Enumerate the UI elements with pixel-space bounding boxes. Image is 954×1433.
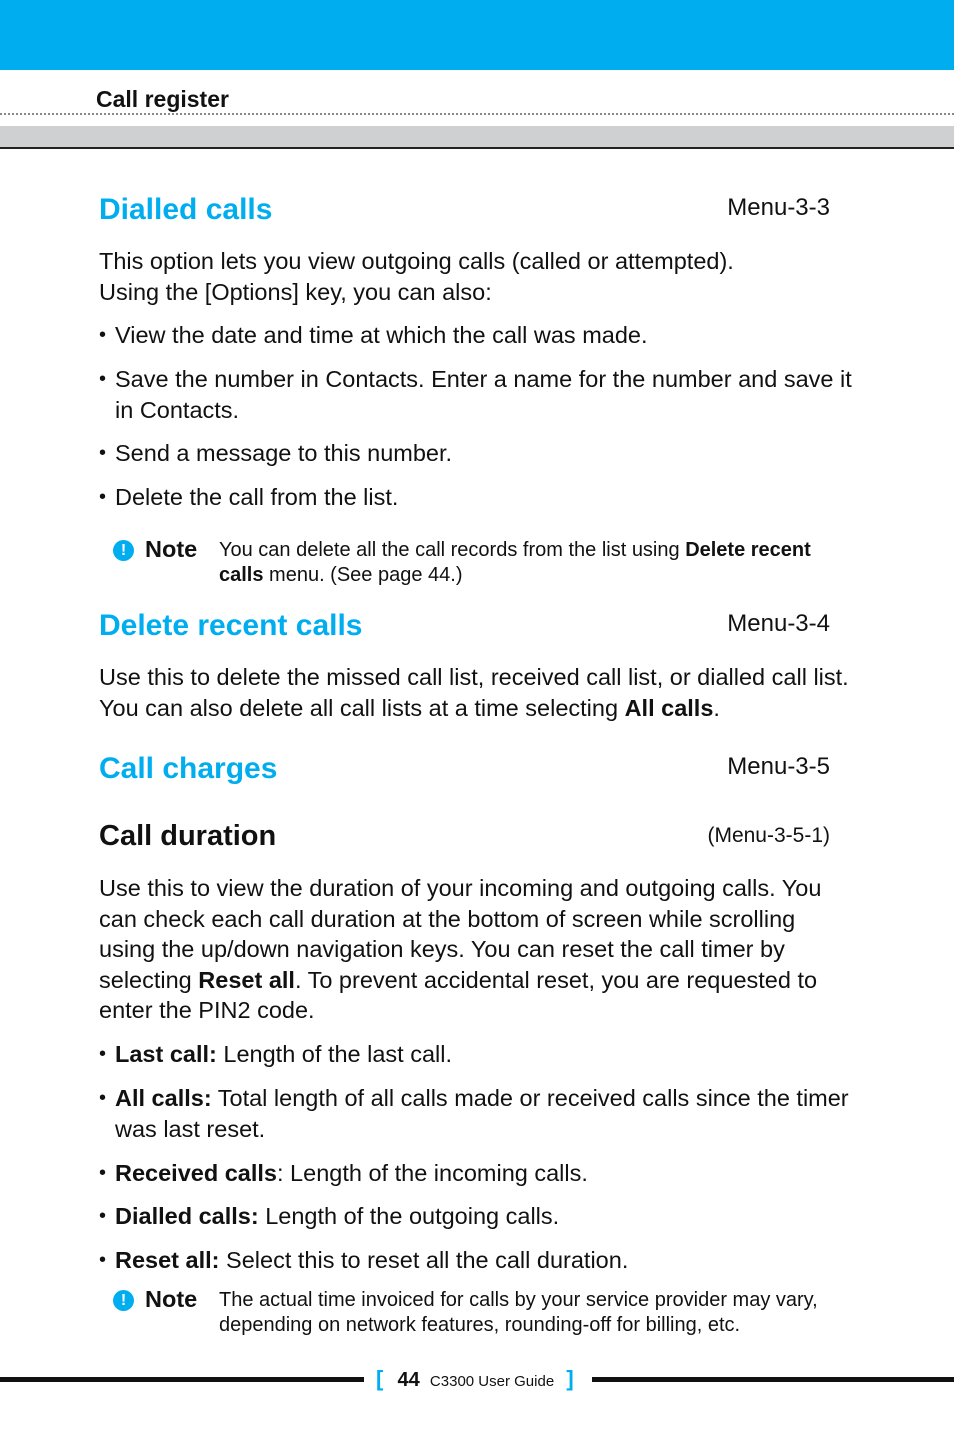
call-duration-menu-ref: (Menu-3-5-1) (707, 824, 830, 847)
dialled-intro (99, 246, 859, 307)
list-item: • Send a message to this number. (99, 438, 865, 469)
dialled-intro-line-2: Using the [Options] key, you can also: (99, 278, 492, 305)
grey-band (0, 126, 954, 149)
call-charges-menu-ref: Menu-3-5 (727, 753, 830, 780)
dialled-calls-title: Dialled calls (99, 193, 273, 226)
list-item: • Dialled calls: Length of the outgoing calls. (99, 1201, 865, 1232)
exclamation-circle-icon (113, 1290, 134, 1311)
call-duration-title: Call duration (99, 820, 277, 852)
footer-rule-right (592, 1377, 954, 1382)
dotted-divider (0, 113, 954, 115)
footer-bracket-close: ] (566, 1366, 574, 1391)
section-label: Call register (96, 86, 229, 112)
delete-recent-calls-title: Delete recent calls (99, 609, 363, 642)
page-footer (376, 1366, 574, 1392)
list-item: • Last call: Length of the last call. (99, 1039, 865, 1070)
delete-recent-calls-menu-ref: Menu-3-4 (727, 610, 830, 637)
call-duration-text: Use this to view the duration of your incoming and outgoing calls. You can check each call duration at the bottom of screen while scrolling using the up/down navigation keys. You can reset the call timer by selecting Reset all. To prevent accidental reset, you are requested to enter the PIN2 code. (99, 875, 822, 1023)
dialled-calls-menu-ref: Menu-3-3 (727, 194, 830, 221)
list-item: • Save the number in Contacts. Enter a name for the number and save it in Contacts. (99, 364, 865, 425)
list-item: • All calls: Total length of all calls made or received calls since the timer was last reset. (99, 1083, 865, 1144)
delete-recent-text: Use this to delete the missed call list, received call list, or dialled call list. You can also delete all call lists at a time selecting All calls. (99, 664, 849, 721)
call-charges-title: Call charges (99, 752, 278, 785)
guide-name: C3300 User Guide (429, 1373, 555, 1390)
list-item: • Delete the call from the list. (99, 482, 865, 513)
note-label: Note (145, 1286, 198, 1312)
list-item: • Reset all: Select this to reset all the call duration. (99, 1245, 865, 1276)
note-text: You can delete all the call records from the list using Delete recent calls menu. (See page 44.) (219, 539, 811, 586)
exclamation-circle-icon (113, 540, 134, 561)
note-label: Note (145, 536, 198, 562)
page-number: 44 (397, 1369, 420, 1391)
dialled-intro-line-1: This option lets you view outgoing calls (called or attempted). (99, 248, 734, 274)
list-item: • View the date and time at which the call was made. (99, 320, 865, 351)
header-band (0, 0, 954, 70)
note-text: The actual time invoiced for calls by your service provider may vary, depending on network features, rounding-off for billing, etc. (219, 1289, 818, 1336)
footer-rule-left (0, 1377, 364, 1382)
list-item: • Received calls: Length of the incoming calls. (99, 1158, 865, 1189)
footer-bracket-open: [ (376, 1366, 384, 1391)
